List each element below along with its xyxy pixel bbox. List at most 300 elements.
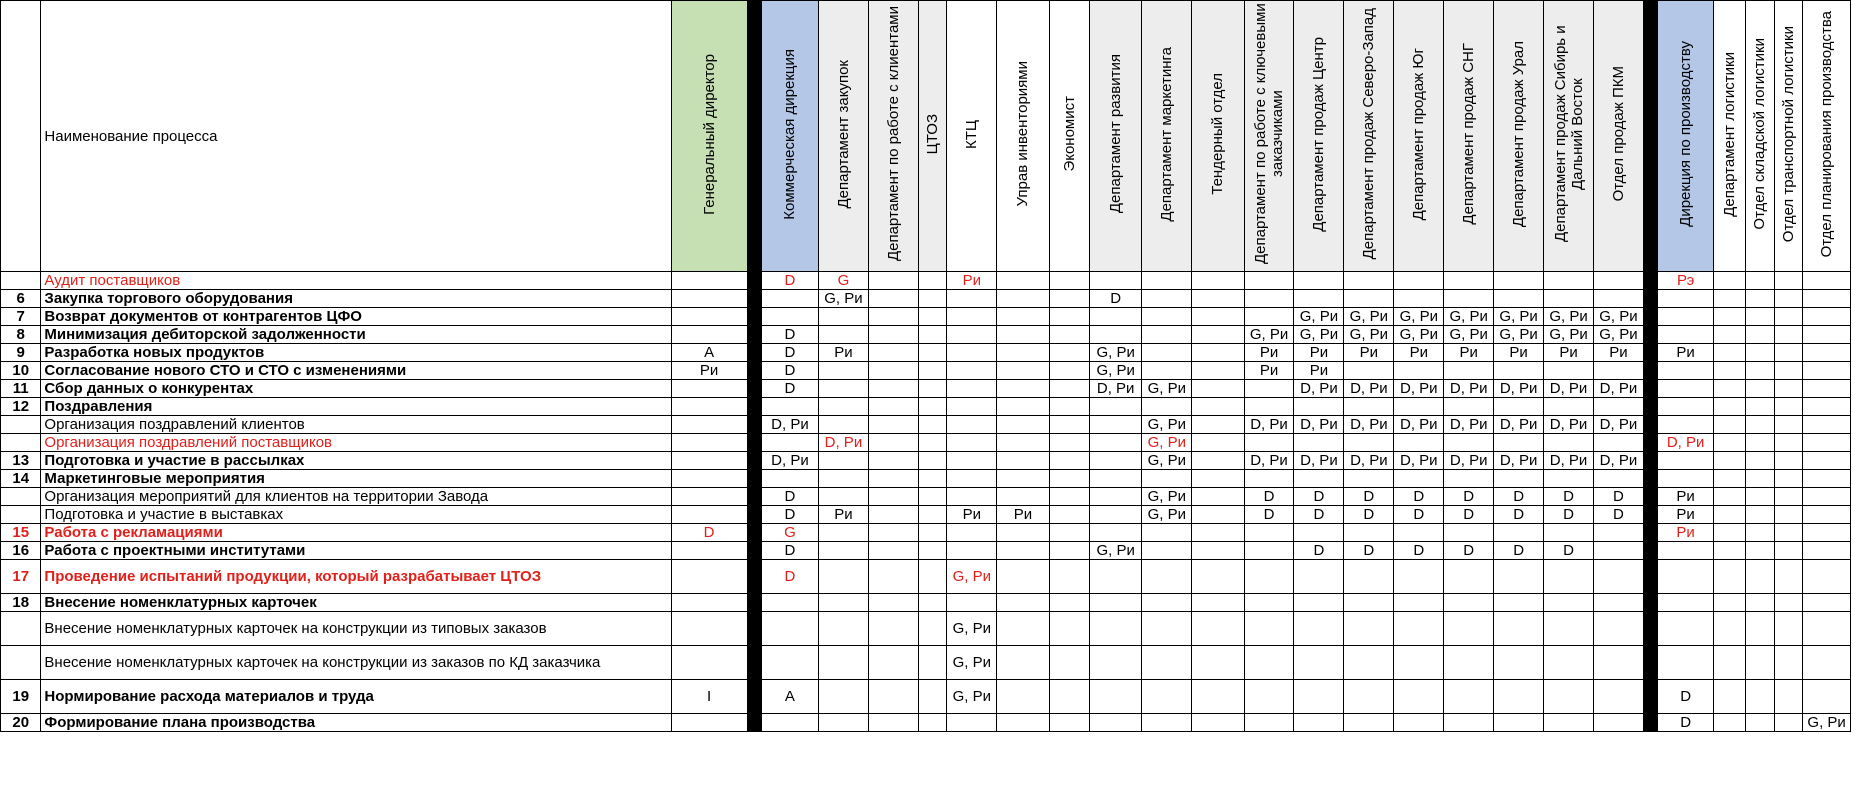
raci-cell bbox=[1544, 612, 1594, 646]
role-column-header bbox=[1244, 1, 1294, 272]
raci-cell bbox=[1746, 542, 1775, 560]
raci-cell bbox=[918, 488, 947, 506]
raci-cell bbox=[1774, 646, 1803, 680]
raci-cell bbox=[1714, 326, 1746, 344]
raci-cell bbox=[818, 542, 868, 560]
separator-cell bbox=[1643, 290, 1657, 308]
raci-cell bbox=[918, 452, 947, 470]
raci-cell: D bbox=[1494, 506, 1544, 524]
raci-cell bbox=[1746, 594, 1775, 612]
raci-cell bbox=[918, 612, 947, 646]
separator-cell bbox=[747, 488, 761, 506]
table-row bbox=[1, 646, 1851, 680]
raci-cell: D bbox=[671, 524, 747, 542]
raci-cell bbox=[1658, 380, 1714, 398]
raci-cell bbox=[818, 398, 868, 416]
process-name: Формирование плана производства bbox=[41, 714, 671, 732]
role-column-header bbox=[868, 1, 918, 272]
raci-cell bbox=[1774, 506, 1803, 524]
row-number bbox=[1, 416, 41, 434]
raci-cell bbox=[1244, 470, 1294, 488]
raci-cell bbox=[1192, 594, 1244, 612]
raci-cell: D bbox=[1244, 506, 1294, 524]
separator-cell bbox=[747, 506, 761, 524]
role-column-header bbox=[1344, 1, 1394, 272]
raci-cell bbox=[918, 646, 947, 680]
raci-cell bbox=[918, 344, 947, 362]
raci-cell: G, Ри bbox=[1142, 506, 1192, 524]
role-column-header bbox=[1594, 1, 1644, 272]
raci-cell bbox=[947, 344, 997, 362]
raci-cell bbox=[1803, 398, 1851, 416]
raci-cell: D bbox=[1658, 714, 1714, 732]
raci-cell bbox=[1049, 714, 1089, 732]
raci-cell bbox=[1714, 416, 1746, 434]
raci-cell bbox=[997, 308, 1049, 326]
raci-cell bbox=[868, 542, 918, 560]
raci-cell bbox=[1049, 416, 1089, 434]
raci-cell bbox=[1049, 542, 1089, 560]
raci-cell: G, Ри bbox=[1090, 542, 1142, 560]
raci-cell bbox=[1714, 470, 1746, 488]
raci-cell bbox=[671, 594, 747, 612]
raci-cell bbox=[1544, 646, 1594, 680]
raci-cell bbox=[818, 612, 868, 646]
raci-cell bbox=[1142, 398, 1192, 416]
raci-cell bbox=[997, 488, 1049, 506]
raci-cell: D, Ри bbox=[1244, 452, 1294, 470]
raci-cell bbox=[761, 308, 818, 326]
raci-cell bbox=[997, 542, 1049, 560]
raci-cell bbox=[1494, 272, 1544, 290]
raci-cell bbox=[1444, 680, 1494, 714]
raci-cell bbox=[1049, 452, 1089, 470]
raci-cell bbox=[671, 542, 747, 560]
process-name: Разработка новых продуктов bbox=[41, 344, 671, 362]
separator-cell bbox=[1643, 326, 1657, 344]
separator-cell bbox=[747, 452, 761, 470]
raci-cell bbox=[1344, 646, 1394, 680]
raci-cell bbox=[1544, 470, 1594, 488]
role-column-header bbox=[761, 1, 818, 272]
process-name: Проведение испытаний продукции, который разрабатывает ЦТОЗ bbox=[41, 560, 671, 594]
raci-cell bbox=[1090, 646, 1142, 680]
process-name: Организация мероприятий для клиентов на территории Завода bbox=[41, 488, 671, 506]
table-row bbox=[1, 290, 1851, 308]
raci-cell bbox=[1774, 434, 1803, 452]
separator-cell bbox=[1643, 434, 1657, 452]
raci-cell bbox=[1344, 524, 1394, 542]
raci-cell: D bbox=[761, 560, 818, 594]
table-row bbox=[1, 714, 1851, 732]
raci-cell bbox=[947, 416, 997, 434]
raci-cell: D, Ри bbox=[1594, 380, 1644, 398]
raci-cell: D bbox=[1594, 488, 1644, 506]
raci-cell bbox=[1444, 470, 1494, 488]
raci-cell bbox=[1494, 398, 1544, 416]
raci-cell bbox=[868, 416, 918, 434]
separator-cell bbox=[747, 594, 761, 612]
process-name: Сбор данных о конкурентах bbox=[41, 380, 671, 398]
raci-cell bbox=[1244, 524, 1294, 542]
raci-cell bbox=[947, 434, 997, 452]
row-number bbox=[1, 434, 41, 452]
raci-cell bbox=[1714, 524, 1746, 542]
role-column-label: Дирекция по производству bbox=[1677, 41, 1695, 227]
raci-cell bbox=[818, 646, 868, 680]
raci-cell bbox=[1746, 326, 1775, 344]
raci-cell bbox=[1774, 326, 1803, 344]
raci-cell: G, Ри bbox=[1344, 326, 1394, 344]
raci-cell bbox=[1594, 542, 1644, 560]
separator-cell bbox=[1643, 398, 1657, 416]
raci-cell bbox=[671, 470, 747, 488]
raci-cell: D bbox=[761, 542, 818, 560]
raci-cell: D, Ри bbox=[1594, 416, 1644, 434]
raci-cell bbox=[1594, 290, 1644, 308]
raci-cell bbox=[1294, 612, 1344, 646]
raci-cell bbox=[671, 416, 747, 434]
row-number: 8 bbox=[1, 326, 41, 344]
raci-cell bbox=[947, 714, 997, 732]
raci-cell bbox=[1049, 646, 1089, 680]
raci-cell bbox=[1244, 380, 1294, 398]
raci-cell bbox=[1192, 290, 1244, 308]
separator-cell bbox=[747, 344, 761, 362]
raci-cell bbox=[1244, 272, 1294, 290]
raci-cell: G, Ри bbox=[1394, 308, 1444, 326]
raci-cell bbox=[1444, 594, 1494, 612]
raci-cell bbox=[1594, 646, 1644, 680]
separator-cell bbox=[1643, 524, 1657, 542]
raci-cell bbox=[1658, 452, 1714, 470]
raci-cell: D, Ри bbox=[1444, 452, 1494, 470]
raci-cell bbox=[1294, 524, 1344, 542]
raci-cell bbox=[997, 380, 1049, 398]
raci-cell bbox=[1714, 594, 1746, 612]
raci-cell bbox=[997, 524, 1049, 542]
process-name: Поздравления bbox=[41, 398, 671, 416]
raci-cell bbox=[997, 290, 1049, 308]
raci-cell bbox=[1394, 594, 1444, 612]
row-number: 16 bbox=[1, 542, 41, 560]
raci-cell bbox=[1746, 524, 1775, 542]
separator-cell bbox=[1643, 416, 1657, 434]
raci-cell bbox=[1714, 380, 1746, 398]
raci-cell bbox=[1803, 308, 1851, 326]
raci-cell bbox=[1658, 308, 1714, 326]
separator-column bbox=[747, 1, 761, 272]
table-row bbox=[1, 398, 1851, 416]
raci-cell: Ри bbox=[1494, 344, 1544, 362]
raci-cell bbox=[1714, 560, 1746, 594]
raci-cell bbox=[1714, 272, 1746, 290]
separator-cell bbox=[1643, 272, 1657, 290]
raci-cell bbox=[1494, 594, 1544, 612]
raci-cell: D bbox=[761, 506, 818, 524]
role-column-header bbox=[1746, 1, 1775, 272]
raci-cell bbox=[1714, 398, 1746, 416]
raci-cell bbox=[761, 612, 818, 646]
raci-cell: G, Ри bbox=[1090, 344, 1142, 362]
raci-cell: D bbox=[761, 488, 818, 506]
raci-cell bbox=[1444, 434, 1494, 452]
raci-cell: Ри bbox=[671, 362, 747, 380]
raci-cell bbox=[671, 452, 747, 470]
raci-cell bbox=[1714, 680, 1746, 714]
raci-cell bbox=[947, 362, 997, 380]
raci-cell bbox=[1444, 714, 1494, 732]
raci-cell bbox=[1142, 326, 1192, 344]
raci-cell bbox=[1774, 362, 1803, 380]
raci-cell bbox=[1090, 470, 1142, 488]
raci-cell bbox=[947, 488, 997, 506]
raci-cell: D bbox=[1294, 488, 1344, 506]
raci-cell bbox=[671, 434, 747, 452]
role-column-label: ЦТОЗ bbox=[924, 113, 942, 155]
raci-cell bbox=[1714, 344, 1746, 362]
raci-cell bbox=[868, 308, 918, 326]
raci-cell bbox=[1192, 308, 1244, 326]
process-name: Согласование нового СТО и СТО с изменениями bbox=[41, 362, 671, 380]
raci-cell bbox=[671, 488, 747, 506]
raci-cell bbox=[818, 714, 868, 732]
raci-cell bbox=[868, 470, 918, 488]
raci-cell: G, Ри bbox=[947, 680, 997, 714]
role-column-header bbox=[1714, 1, 1746, 272]
raci-cell: G, Ри bbox=[1544, 326, 1594, 344]
raci-cell bbox=[868, 272, 918, 290]
raci-cell bbox=[1803, 434, 1851, 452]
raci-cell bbox=[1090, 272, 1142, 290]
raci-cell bbox=[997, 398, 1049, 416]
role-column-label: Департамент маркетинга bbox=[1158, 46, 1176, 222]
table-row bbox=[1, 380, 1851, 398]
raci-cell bbox=[1803, 380, 1851, 398]
raci-cell bbox=[1746, 434, 1775, 452]
role-column-label: Департамент продаж СНГ bbox=[1460, 43, 1478, 225]
raci-cell bbox=[1746, 398, 1775, 416]
process-name: Подготовка и участие в рассылках bbox=[41, 452, 671, 470]
raci-cell: Ри bbox=[997, 506, 1049, 524]
role-column-header bbox=[1658, 1, 1714, 272]
raci-cell bbox=[997, 344, 1049, 362]
separator-cell bbox=[747, 714, 761, 732]
separator-cell bbox=[1643, 646, 1657, 680]
raci-cell bbox=[1142, 646, 1192, 680]
raci-cell bbox=[918, 680, 947, 714]
raci-cell bbox=[1090, 326, 1142, 344]
raci-cell bbox=[1142, 470, 1192, 488]
raci-cell: G, Ри bbox=[947, 646, 997, 680]
separator-column bbox=[1643, 1, 1657, 272]
raci-cell bbox=[918, 560, 947, 594]
raci-cell bbox=[1714, 488, 1746, 506]
raci-cell bbox=[918, 714, 947, 732]
raci-cell bbox=[1544, 398, 1594, 416]
raci-cell: Ри bbox=[1344, 344, 1394, 362]
raci-cell bbox=[997, 326, 1049, 344]
raci-cell bbox=[1090, 560, 1142, 594]
role-column-header bbox=[1803, 1, 1851, 272]
raci-cell bbox=[1090, 506, 1142, 524]
raci-cell bbox=[1244, 560, 1294, 594]
raci-cell: Ри bbox=[1394, 344, 1444, 362]
separator-cell bbox=[747, 434, 761, 452]
raci-cell bbox=[1244, 594, 1294, 612]
raci-cell bbox=[1714, 612, 1746, 646]
raci-cell bbox=[1544, 272, 1594, 290]
raci-cell bbox=[918, 326, 947, 344]
role-column-label: Департамент по работе с ключевыми заказчиками bbox=[1252, 3, 1286, 265]
raci-cell bbox=[1594, 612, 1644, 646]
raci-cell bbox=[1394, 290, 1444, 308]
raci-cell bbox=[1544, 560, 1594, 594]
raci-cell bbox=[1774, 524, 1803, 542]
raci-cell bbox=[1746, 560, 1775, 594]
raci-cell bbox=[918, 434, 947, 452]
raci-cell: D, Ри bbox=[1494, 380, 1544, 398]
separator-cell bbox=[1643, 714, 1657, 732]
raci-cell bbox=[1090, 714, 1142, 732]
separator-cell bbox=[747, 362, 761, 380]
raci-cell bbox=[1090, 452, 1142, 470]
raci-cell bbox=[1803, 272, 1851, 290]
raci-cell bbox=[1774, 344, 1803, 362]
raci-cell bbox=[1090, 680, 1142, 714]
raci-cell: D, Ри bbox=[1344, 452, 1394, 470]
separator-cell bbox=[747, 326, 761, 344]
raci-cell bbox=[1394, 470, 1444, 488]
raci-cell bbox=[1714, 506, 1746, 524]
raci-cell: D bbox=[1544, 506, 1594, 524]
raci-cell bbox=[1444, 290, 1494, 308]
raci-cell bbox=[918, 308, 947, 326]
raci-cell bbox=[1594, 362, 1644, 380]
raci-cell: Ри bbox=[1244, 362, 1294, 380]
raci-cell: Ри bbox=[818, 506, 868, 524]
role-column-header bbox=[1294, 1, 1344, 272]
raci-cell: D bbox=[1344, 542, 1394, 560]
raci-cell bbox=[1774, 416, 1803, 434]
separator-cell bbox=[747, 680, 761, 714]
raci-cell bbox=[868, 612, 918, 646]
raci-cell bbox=[1714, 290, 1746, 308]
raci-cell: D, Ри bbox=[1244, 416, 1294, 434]
raci-cell: Ри bbox=[1594, 344, 1644, 362]
raci-cell bbox=[918, 594, 947, 612]
raci-cell bbox=[761, 434, 818, 452]
raci-cell bbox=[1192, 434, 1244, 452]
raci-cell bbox=[997, 452, 1049, 470]
raci-cell bbox=[1544, 680, 1594, 714]
raci-cell bbox=[1803, 524, 1851, 542]
process-name: Организация поздравлений клиентов bbox=[41, 416, 671, 434]
raci-cell bbox=[1803, 290, 1851, 308]
separator-cell bbox=[1643, 380, 1657, 398]
role-column-header bbox=[1142, 1, 1192, 272]
raci-cell bbox=[1658, 326, 1714, 344]
raci-cell bbox=[1049, 326, 1089, 344]
process-name: Работа с проектными институтами bbox=[41, 542, 671, 560]
raci-cell: D bbox=[1244, 488, 1294, 506]
raci-cell bbox=[1142, 272, 1192, 290]
raci-cell bbox=[1142, 344, 1192, 362]
raci-cell bbox=[1344, 612, 1394, 646]
raci-cell bbox=[868, 524, 918, 542]
raci-cell bbox=[1192, 506, 1244, 524]
row-number: 7 bbox=[1, 308, 41, 326]
raci-cell bbox=[1192, 452, 1244, 470]
raci-cell bbox=[1192, 714, 1244, 732]
row-number: 10 bbox=[1, 362, 41, 380]
raci-cell: G, Ри bbox=[818, 290, 868, 308]
raci-cell bbox=[1142, 362, 1192, 380]
raci-cell bbox=[1244, 308, 1294, 326]
raci-cell bbox=[818, 380, 868, 398]
raci-cell bbox=[1594, 714, 1644, 732]
raci-cell: D bbox=[1090, 290, 1142, 308]
raci-cell bbox=[997, 714, 1049, 732]
raci-cell: G bbox=[761, 524, 818, 542]
role-column-header bbox=[671, 1, 747, 272]
raci-cell bbox=[868, 594, 918, 612]
raci-cell: D, Ри bbox=[761, 416, 818, 434]
table-row bbox=[1, 524, 1851, 542]
raci-cell bbox=[1774, 398, 1803, 416]
raci-cell bbox=[1444, 646, 1494, 680]
raci-cell bbox=[1049, 506, 1089, 524]
raci-cell bbox=[1746, 290, 1775, 308]
raci-cell bbox=[1090, 434, 1142, 452]
raci-cell bbox=[1192, 326, 1244, 344]
role-column-label: Коммерческая дирекция bbox=[781, 48, 799, 220]
raci-cell: D bbox=[761, 362, 818, 380]
raci-cell bbox=[818, 560, 868, 594]
raci-cell bbox=[1192, 416, 1244, 434]
raci-cell bbox=[868, 560, 918, 594]
separator-cell bbox=[1643, 594, 1657, 612]
table-row bbox=[1, 326, 1851, 344]
separator-cell bbox=[1643, 542, 1657, 560]
raci-cell bbox=[918, 290, 947, 308]
role-column-header bbox=[918, 1, 947, 272]
raci-cell bbox=[1803, 542, 1851, 560]
raci-cell: G, Ри bbox=[947, 560, 997, 594]
role-column-label: Отдел продаж ПКМ bbox=[1609, 66, 1627, 202]
role-column-label: Тендерный отдел bbox=[1209, 73, 1227, 195]
raci-cell bbox=[1049, 344, 1089, 362]
raci-cell: G, Ри bbox=[1394, 326, 1444, 344]
raci-cell bbox=[1394, 362, 1444, 380]
raci-cell bbox=[1049, 362, 1089, 380]
raci-cell bbox=[1746, 362, 1775, 380]
raci-cell bbox=[761, 594, 818, 612]
role-column-label: Департамент продаж Юг bbox=[1410, 47, 1428, 221]
raci-cell: D bbox=[1394, 488, 1444, 506]
raci-cell bbox=[1774, 308, 1803, 326]
role-column-header bbox=[1494, 1, 1544, 272]
raci-cell bbox=[1714, 646, 1746, 680]
raci-cell bbox=[1746, 470, 1775, 488]
raci-cell bbox=[997, 434, 1049, 452]
separator-cell bbox=[747, 290, 761, 308]
separator-cell bbox=[747, 308, 761, 326]
header-row bbox=[1, 1, 1851, 272]
raci-cell: Ри bbox=[818, 344, 868, 362]
raci-cell bbox=[1746, 416, 1775, 434]
role-column-header bbox=[947, 1, 997, 272]
